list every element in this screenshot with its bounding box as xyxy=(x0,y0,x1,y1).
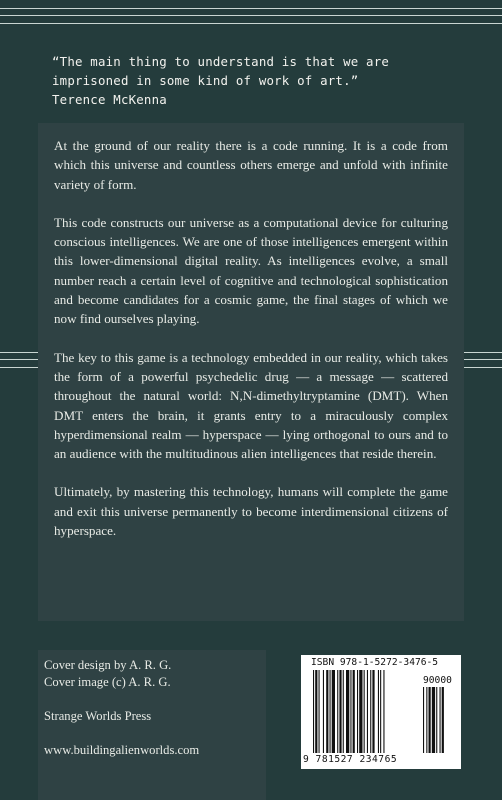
rule-line xyxy=(0,23,502,24)
cover-image-credit: Cover image (c) A. R. G. xyxy=(44,675,171,689)
isbn-barcode xyxy=(301,655,461,769)
publisher-name: Strange Worlds Press xyxy=(44,709,152,723)
barcode-digits: 9 781527 234765 xyxy=(303,754,398,765)
blurb-paragraph: Ultimately, by mastering this technology, humans will complete the game and exit this universe permanently to become interdimensional citizens of hyperspace. xyxy=(54,484,448,539)
publisher-website: www.buildingalienworlds.com xyxy=(44,743,200,757)
cover-design-credit: Cover design by A. R. G. xyxy=(44,658,172,672)
epigraph-quote xyxy=(52,52,472,109)
price-code: 90000 xyxy=(423,675,452,686)
barcode-bars xyxy=(301,655,461,769)
quote-text: “The main thing to understand is that we are imprisoned in some kind of work of art.” xyxy=(52,54,390,88)
rule-line xyxy=(0,15,502,16)
blurb-paragraph: At the ground of our reality there is a code running. It is a code from which this universe and countless others emerge and unfold with infinite variety of form. xyxy=(54,138,448,192)
isbn-number: ISBN 978-1-5272-3476-5 xyxy=(311,657,439,668)
credits-panel xyxy=(38,650,266,800)
back-cover-blurb xyxy=(38,123,464,621)
blurb-paragraph: This code constructs our universe as a computational device for culturing conscious intelligences. We are one of those intelligences emergent within this lower-dimensional digital reality. As intelligences evolve, a small number reach a certain level of cognitive and technological sophistication and become candidates for a cosmic game, the final stages of which we now find ourselves playing. xyxy=(54,214,448,327)
rule-line xyxy=(0,8,502,9)
blurb-paragraph: The key to this game is a technology embedded in our reality, which takes the form of a powerful psychedelic drug — a message — scattered throughout the natural world: N,N-dimethyltryptamine (DMT). When DMT enters the brain, it grants entry to a miraculously complex hyperdimensional realm — hyperspace — lying orthogonal to ours and to an audience with the multitudinous alien intelligences that reside therein. xyxy=(54,349,448,462)
quote-author: Terence McKenna xyxy=(52,92,167,107)
